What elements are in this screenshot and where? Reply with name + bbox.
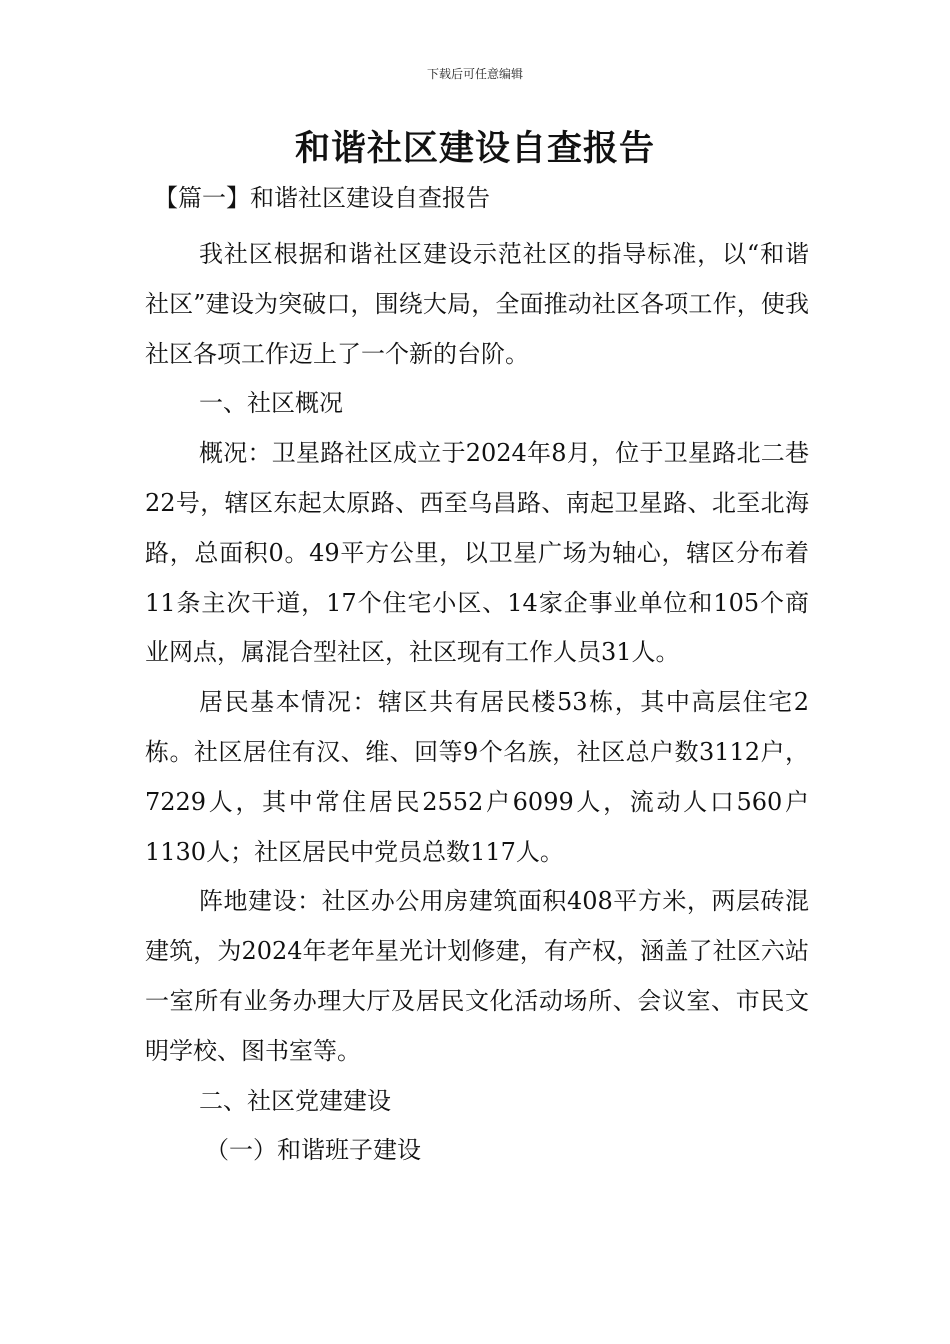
section-heading-party-building: 二、社区党建建设 bbox=[199, 1086, 391, 1115]
paragraph-intro: 我社区根据和谐社区建设示范社区的指导标准，以“和谐社区”建设为突破口，围绕大局，全面推动社区各项工作，使我社区各项工作迈上了一个新的台阶。 bbox=[145, 240, 809, 368]
document-subtitle: 【篇一】和谐社区建设自查报告 bbox=[154, 184, 490, 212]
paragraph-residents: 居民基本情况：辖区共有居民楼53栋，其中高层住宅2栋。社区居住有汉、维、回等9个名族，社区总户数3112户，7229人，其中常住居民2552户6099人，流动人口560户1130人；社区居民中党员总数117人。 bbox=[145, 688, 809, 866]
document-title: 和谐社区建设自查报告 bbox=[294, 129, 655, 169]
document-body bbox=[145, 230, 809, 1176]
paragraph-facilities: 阵地建设：社区办公用房建筑面积408平方米，两层砖混建筑，为2024年老年星光计划修建，有产权，涵盖了社区六站一室所有业务办理大厅及居民文化活动场所、会议室、市民文明学校、图书室等。 bbox=[145, 887, 809, 1065]
paragraph-overview: 概况：卫星路社区成立于2024年8月，位于卫星路北二巷22号，辖区东起太原路、西至乌昌路、南起卫星路、北至北海路，总面积0。49平方公里，以卫星广场为轴心，辖区分布着11条主次干道，17个住宅小区、14家企事业单位和105个商业网点，属混合型社区，社区现有工作人员31人。 bbox=[145, 439, 809, 667]
page-header-note: 下载后可任意编辑 bbox=[426, 67, 523, 81]
subsection-heading-leadership: （一）和谐班子建设 bbox=[205, 1136, 421, 1165]
section-heading-overview: 一、社区概况 bbox=[199, 389, 343, 418]
